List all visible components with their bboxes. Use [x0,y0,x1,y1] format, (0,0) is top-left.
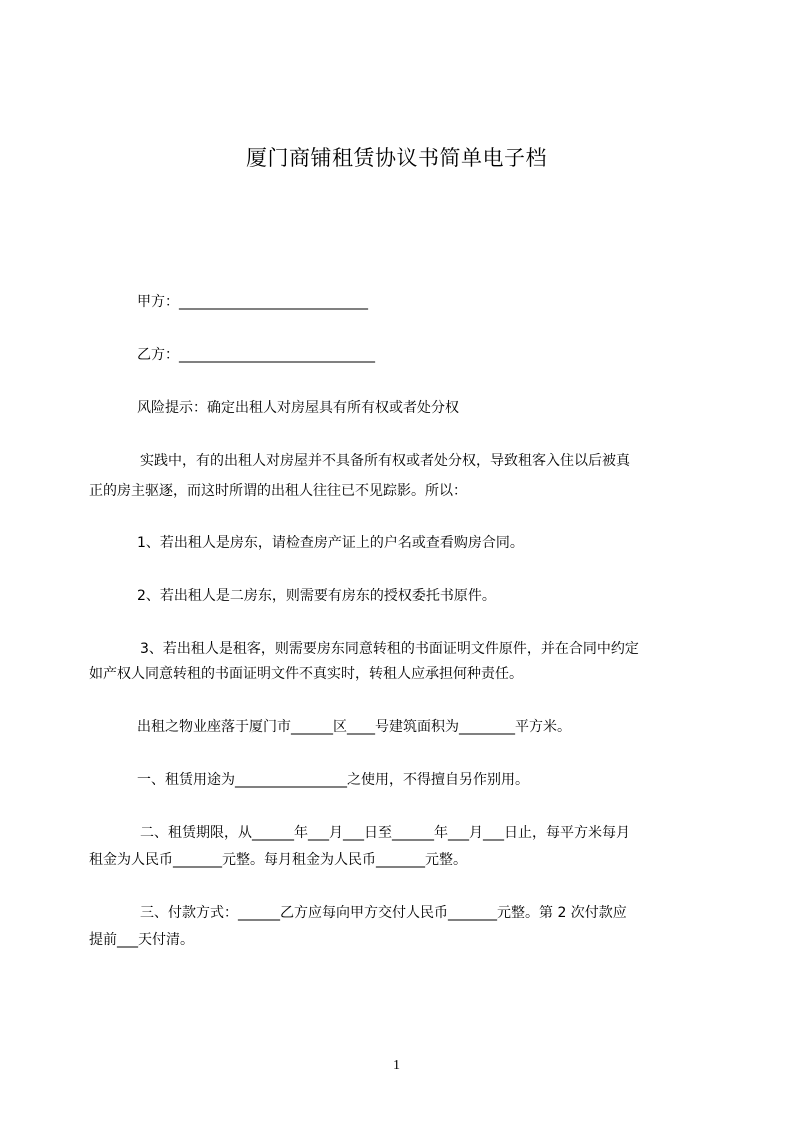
clause-2-line-2: 租金为人民币_______元整。每月租金为人民币_______元整。 [89,852,467,868]
clause-1-usage: 一、租赁用途为________________之使用，不得擅自另作别用。 [137,772,529,788]
party-b-line: 乙方：____________________________ [137,347,375,363]
practice-paragraph-line-2: 正的房主驱逐，而这时所谓的出租人往往已不见踪影。所以： [89,483,467,499]
clause-3-line-1: 三、付款方式：______乙方应每向甲方交付人民币_______元整。第 2 次付款应 [140,905,627,921]
risk-heading: 风险提示：确定出租人对房屋具有所有权或者处分权 [137,400,459,416]
risk-item-3-line-2: 如产权人同意转租的书面证明文件不真实时，转租人应承担何种责任。 [89,666,523,682]
clause-3-line-2: 提前___天付清。 [89,932,194,948]
risk-item-3-line-1: 3、若出租人是租客，则需要房东同意转租的书面证明文件原件，并在合同中约定 [140,641,639,657]
page-number: 1 [393,1058,400,1073]
party-a-line: 甲方：___________________________ [137,294,368,310]
property-location-line: 出租之物业座落于厦门市______区____号建筑面积为________平方米。 [137,719,571,735]
risk-item-2: 2、若出租人是二房东，则需要有房东的授权委托书原件。 [137,588,496,604]
clause-2-line-1: 二、租赁期限，从______年___月___日至______年___月___日止，每平方米每月 [140,825,630,841]
risk-item-1: 1、若出租人是房东，请检查房产证上的户名或查看购房合同。 [137,535,524,551]
document-title: 厦门商铺租赁协议书简单电子档 [246,146,547,170]
practice-paragraph-line-1: 实践中，有的出租人对房屋并不具备所有权或者处分权，导致租客入住以后被真 [140,453,630,469]
